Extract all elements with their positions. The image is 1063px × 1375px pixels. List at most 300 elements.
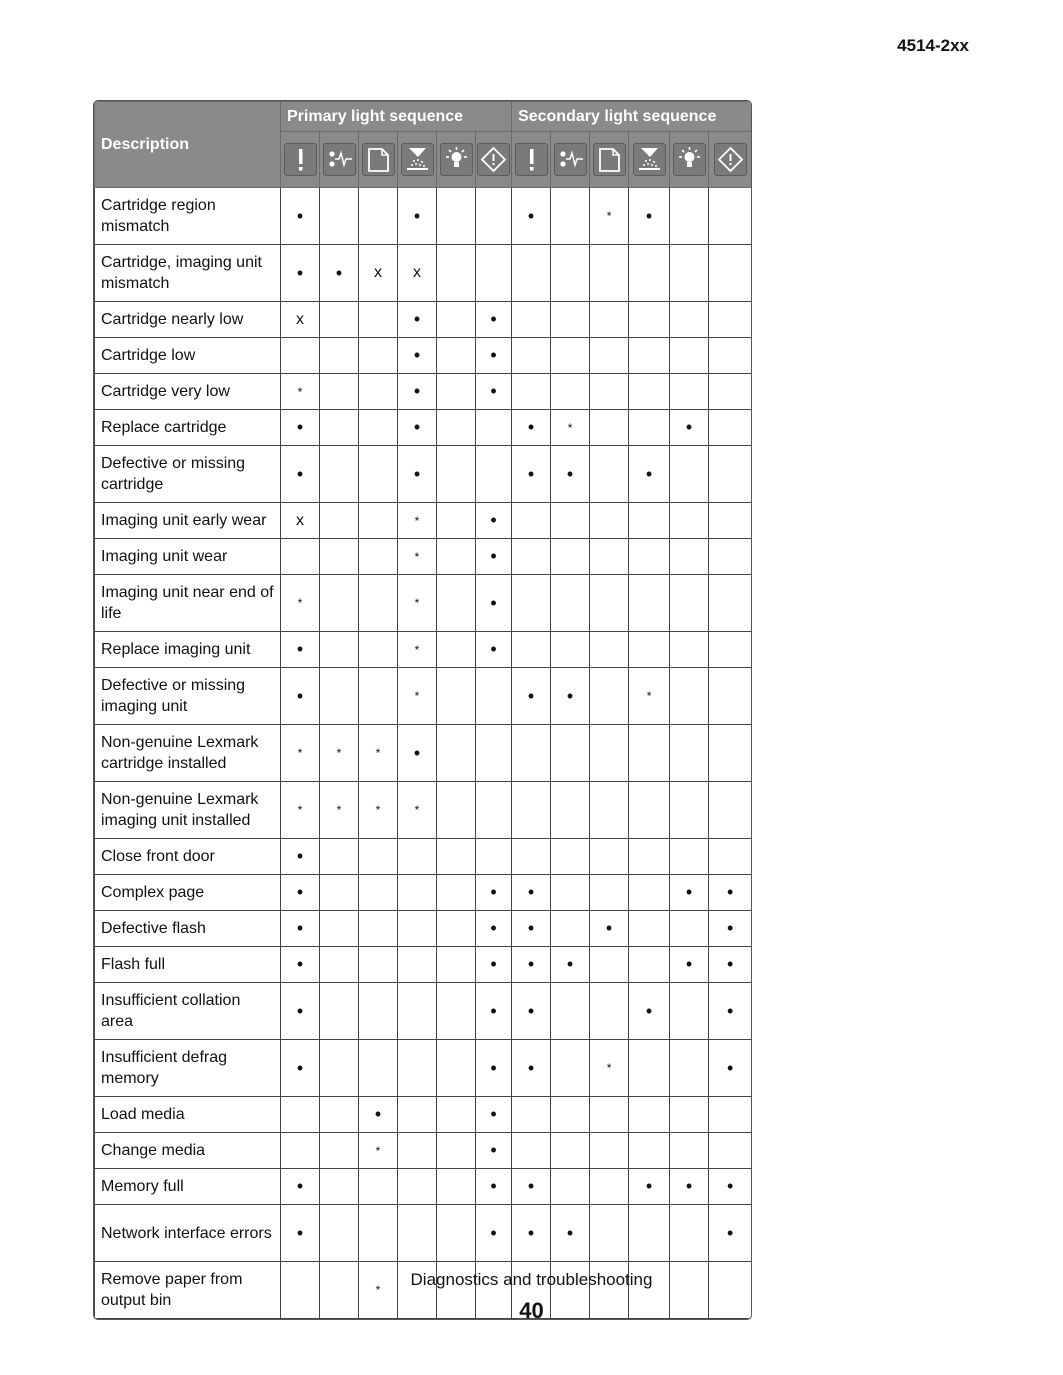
light-state-cell: * [359, 1133, 398, 1169]
light-state-cell [398, 1040, 437, 1097]
light-state-cell: • [476, 1097, 512, 1133]
light-state-cell [320, 1097, 359, 1133]
light-state-cell [437, 503, 476, 539]
light-state-cell: * [320, 725, 359, 782]
light-state-cell: • [512, 1040, 551, 1097]
light-state-cell: • [709, 875, 752, 911]
light-state-cell: • [476, 947, 512, 983]
light-state-cell [670, 1133, 709, 1169]
primary-ready-light-icon-header [437, 132, 476, 188]
paper-icon [593, 143, 626, 176]
light-state-cell [629, 875, 670, 911]
light-state-cell: • [359, 1097, 398, 1133]
light-state-cell: • [281, 410, 320, 446]
light-state-cell [670, 503, 709, 539]
light-state-cell [670, 539, 709, 575]
light-state-cell: • [281, 245, 320, 302]
light-state-cell: • [476, 1040, 512, 1097]
table-row [95, 668, 752, 725]
light-state-cell [670, 839, 709, 875]
light-state-cell: • [398, 338, 437, 374]
row-description: Cartridge, imaging unit mismatch [95, 245, 281, 302]
light-state-cell [437, 1097, 476, 1133]
row-description: Imaging unit near end of life [95, 575, 281, 632]
light-state-cell [512, 302, 551, 338]
light-state-cell: * [398, 782, 437, 839]
light-state-cell [359, 446, 398, 503]
light-state-cell [437, 245, 476, 302]
light-state-cell [590, 374, 629, 410]
light-state-cell [512, 632, 551, 668]
light-state-cell [437, 302, 476, 338]
light-state-cell [398, 1097, 437, 1133]
light-state-cell [281, 1097, 320, 1133]
light-state-cell [590, 875, 629, 911]
light-state-cell [359, 338, 398, 374]
light-state-cell [476, 668, 512, 725]
secondary-toner-icon-header [629, 132, 670, 188]
light-state-cell [590, 410, 629, 446]
light-state-cell: • [512, 1169, 551, 1205]
light-state-cell [709, 302, 752, 338]
light-state-cell [476, 245, 512, 302]
light-state-cell: * [359, 725, 398, 782]
light-state-cell [398, 983, 437, 1040]
light-state-cell [359, 911, 398, 947]
light-state-cell [320, 1205, 359, 1262]
light-state-cell [398, 947, 437, 983]
light-state-cell [437, 725, 476, 782]
light-state-cell [320, 374, 359, 410]
light-state-cell: * [281, 782, 320, 839]
table-row [95, 503, 752, 539]
light-state-cell: • [709, 1169, 752, 1205]
light-state-cell [629, 503, 670, 539]
row-description: Defective or missing imaging unit [95, 668, 281, 725]
light-state-cell [709, 338, 752, 374]
row-description: Load media [95, 1097, 281, 1133]
ready-light-icon [673, 143, 706, 176]
light-state-cell: • [709, 983, 752, 1040]
light-state-cell: * [629, 668, 670, 725]
table-row [95, 539, 752, 575]
light-state-cell: • [709, 947, 752, 983]
light-state-cell: • [629, 446, 670, 503]
light-state-cell [476, 410, 512, 446]
light-state-cell [629, 410, 670, 446]
light-state-cell [512, 782, 551, 839]
light-state-cell: • [670, 410, 709, 446]
light-state-cell [320, 503, 359, 539]
toner-icon [633, 143, 666, 176]
light-state-cell [551, 1040, 590, 1097]
light-state-cell [629, 575, 670, 632]
light-state-cell: • [512, 1205, 551, 1262]
light-state-cell [629, 725, 670, 782]
light-state-cell [629, 338, 670, 374]
row-description: Non-genuine Lexmark cartridge installed [95, 725, 281, 782]
light-state-cell: • [670, 1169, 709, 1205]
light-state-cell [512, 539, 551, 575]
primary-wave-icon-header [320, 132, 359, 188]
stop-icon [477, 143, 510, 176]
light-state-cell [512, 338, 551, 374]
light-state-cell [551, 875, 590, 911]
light-state-cell [398, 875, 437, 911]
light-state-cell [670, 338, 709, 374]
light-state-cell: • [281, 1169, 320, 1205]
light-state-cell [551, 503, 590, 539]
light-state-cell: • [590, 911, 629, 947]
description-header: Description [95, 102, 281, 188]
light-state-cell [512, 575, 551, 632]
light-state-cell [629, 839, 670, 875]
light-state-cell: • [512, 947, 551, 983]
row-description: Close front door [95, 839, 281, 875]
table-row [95, 245, 752, 302]
light-state-cell: * [398, 668, 437, 725]
light-state-cell [476, 725, 512, 782]
secondary-paper-icon-header [590, 132, 629, 188]
table-row [95, 782, 752, 839]
model-number: 4514-2xx [897, 36, 969, 55]
table-row [95, 725, 752, 782]
light-state-cell [320, 632, 359, 668]
light-state-cell [709, 410, 752, 446]
light-state-cell [709, 782, 752, 839]
light-state-cell: • [398, 188, 437, 245]
light-state-cell [437, 1133, 476, 1169]
light-state-cell: • [476, 575, 512, 632]
light-state-cell [590, 1133, 629, 1169]
light-state-cell: • [476, 983, 512, 1040]
light-state-cell [590, 983, 629, 1040]
light-state-cell: • [398, 374, 437, 410]
row-description: Flash full [95, 947, 281, 983]
light-state-cell [709, 575, 752, 632]
light-state-cell: • [281, 875, 320, 911]
light-sequence-table [94, 101, 752, 1319]
light-state-cell [320, 1133, 359, 1169]
light-state-cell [551, 839, 590, 875]
light-state-cell [590, 338, 629, 374]
table-row [95, 1097, 752, 1133]
light-state-cell [629, 1133, 670, 1169]
light-state-cell [551, 632, 590, 668]
light-state-cell [629, 911, 670, 947]
light-state-cell [320, 575, 359, 632]
secondary-stop-icon-header [709, 132, 752, 188]
primary-error-icon-header [281, 132, 320, 188]
light-state-cell [437, 539, 476, 575]
light-state-cell [359, 1169, 398, 1205]
light-state-cell [512, 245, 551, 302]
light-state-cell: • [281, 188, 320, 245]
light-state-cell [359, 302, 398, 338]
row-description: Defective flash [95, 911, 281, 947]
row-description: Cartridge very low [95, 374, 281, 410]
light-state-cell [551, 782, 590, 839]
light-state-cell: • [281, 1040, 320, 1097]
light-state-cell [437, 668, 476, 725]
secondary-ready-light-icon-header [670, 132, 709, 188]
light-state-cell [590, 575, 629, 632]
light-state-cell [437, 1169, 476, 1205]
light-state-cell [398, 839, 437, 875]
light-state-cell: * [590, 188, 629, 245]
light-state-cell [709, 725, 752, 782]
light-state-cell: • [476, 875, 512, 911]
primary-stop-icon-header [476, 132, 512, 188]
light-state-cell [437, 188, 476, 245]
light-state-cell [709, 539, 752, 575]
light-state-cell [437, 1040, 476, 1097]
light-state-cell [551, 245, 590, 302]
light-state-cell: • [670, 947, 709, 983]
light-state-cell [320, 410, 359, 446]
light-state-cell: x [281, 503, 320, 539]
light-state-cell [398, 1169, 437, 1205]
light-state-cell: • [281, 947, 320, 983]
row-description: Network interface errors [95, 1205, 281, 1262]
light-state-cell [590, 539, 629, 575]
light-state-cell [709, 245, 752, 302]
light-state-cell: * [320, 782, 359, 839]
secondary-sequence-header: Secondary light sequence [512, 102, 752, 132]
light-state-cell [551, 911, 590, 947]
light-state-cell [320, 668, 359, 725]
light-state-cell: • [398, 302, 437, 338]
light-state-cell [590, 245, 629, 302]
light-state-cell [590, 1205, 629, 1262]
row-description: Replace imaging unit [95, 632, 281, 668]
table-row [95, 374, 752, 410]
light-state-cell: • [398, 725, 437, 782]
light-state-cell [670, 446, 709, 503]
light-state-cell: • [476, 302, 512, 338]
table-body [95, 188, 752, 1319]
light-state-cell [590, 632, 629, 668]
light-state-cell [629, 539, 670, 575]
light-state-cell [551, 1169, 590, 1205]
light-state-cell: • [512, 983, 551, 1040]
light-state-cell: * [551, 410, 590, 446]
light-state-cell [437, 875, 476, 911]
light-state-cell [320, 539, 359, 575]
light-state-cell [476, 188, 512, 245]
light-state-cell: • [281, 839, 320, 875]
light-state-cell: x [281, 302, 320, 338]
light-state-cell [437, 575, 476, 632]
light-state-cell [590, 947, 629, 983]
light-state-cell [359, 539, 398, 575]
light-state-cell [670, 725, 709, 782]
light-state-cell [551, 1133, 590, 1169]
light-state-cell [512, 839, 551, 875]
table-row [95, 1040, 752, 1097]
light-state-cell: • [281, 1205, 320, 1262]
light-state-cell [320, 839, 359, 875]
light-state-cell: • [551, 668, 590, 725]
light-state-cell [320, 947, 359, 983]
ready-light-icon [440, 143, 473, 176]
light-sequence-table-container [93, 100, 752, 1320]
light-state-cell: • [476, 374, 512, 410]
light-state-cell [398, 1133, 437, 1169]
row-description: Cartridge low [95, 338, 281, 374]
light-state-cell: * [359, 782, 398, 839]
light-state-cell: • [512, 875, 551, 911]
light-state-cell [359, 875, 398, 911]
light-state-cell [320, 188, 359, 245]
table-row [95, 983, 752, 1040]
light-state-cell [551, 725, 590, 782]
primary-toner-icon-header [398, 132, 437, 188]
light-state-cell [670, 1040, 709, 1097]
paper-icon [362, 143, 395, 176]
light-state-cell [551, 575, 590, 632]
row-description: Imaging unit early wear [95, 503, 281, 539]
light-state-cell [437, 947, 476, 983]
light-state-cell: • [512, 911, 551, 947]
light-state-cell [709, 632, 752, 668]
light-state-cell [590, 782, 629, 839]
light-state-cell: * [398, 539, 437, 575]
light-state-cell [629, 947, 670, 983]
light-state-cell [629, 632, 670, 668]
table-row [95, 410, 752, 446]
light-state-cell [359, 668, 398, 725]
table-row [95, 632, 752, 668]
light-state-cell [670, 374, 709, 410]
light-state-cell [629, 782, 670, 839]
light-state-cell [281, 539, 320, 575]
light-state-cell [629, 245, 670, 302]
error-icon [284, 143, 317, 176]
row-description: Cartridge nearly low [95, 302, 281, 338]
light-state-cell: • [709, 1205, 752, 1262]
light-state-cell [590, 503, 629, 539]
light-state-cell [320, 338, 359, 374]
table-row [95, 911, 752, 947]
light-state-cell [670, 983, 709, 1040]
light-state-cell [709, 374, 752, 410]
light-state-cell [359, 632, 398, 668]
light-state-cell: • [281, 983, 320, 1040]
light-state-cell [551, 302, 590, 338]
section-footer: Diagnostics and troubleshooting [410, 1270, 653, 1289]
row-description: Cartridge region mismatch [95, 188, 281, 245]
page-number: 40 [519, 1298, 544, 1323]
light-state-cell: • [512, 446, 551, 503]
row-description: Memory full [95, 1169, 281, 1205]
light-state-cell [437, 446, 476, 503]
light-state-cell: • [476, 1133, 512, 1169]
row-description: Remove paper from output bin [95, 1262, 281, 1319]
light-state-cell: x [359, 245, 398, 302]
light-state-cell [512, 374, 551, 410]
light-state-cell: • [629, 983, 670, 1040]
light-state-cell [590, 668, 629, 725]
wave-icon [554, 143, 587, 176]
light-state-cell [709, 1097, 752, 1133]
light-state-cell [670, 188, 709, 245]
light-state-cell [551, 1097, 590, 1133]
light-state-cell [629, 1097, 670, 1133]
light-state-cell [437, 338, 476, 374]
row-description: Defective or missing cartridge [95, 446, 281, 503]
light-state-cell [320, 446, 359, 503]
light-state-cell [281, 338, 320, 374]
light-state-cell [551, 539, 590, 575]
light-state-cell: • [512, 188, 551, 245]
row-description: Non-genuine Lexmark imaging unit installed [95, 782, 281, 839]
light-state-cell: • [551, 1205, 590, 1262]
light-state-cell [551, 188, 590, 245]
light-state-cell: • [476, 503, 512, 539]
light-state-cell: * [398, 632, 437, 668]
light-state-cell [670, 668, 709, 725]
row-description: Complex page [95, 875, 281, 911]
light-state-cell [320, 875, 359, 911]
light-state-cell: • [476, 1205, 512, 1262]
light-state-cell [670, 245, 709, 302]
light-state-cell: • [281, 911, 320, 947]
table-row [95, 338, 752, 374]
light-state-cell [476, 446, 512, 503]
light-state-cell [590, 1169, 629, 1205]
light-state-cell: * [398, 503, 437, 539]
light-state-cell [551, 374, 590, 410]
error-icon [515, 143, 548, 176]
light-state-cell [590, 302, 629, 338]
light-state-cell [709, 1133, 752, 1169]
light-state-cell: • [709, 911, 752, 947]
table-row [95, 1205, 752, 1262]
light-state-cell [359, 983, 398, 1040]
primary-paper-icon-header [359, 132, 398, 188]
light-state-cell: • [476, 539, 512, 575]
light-state-cell [359, 947, 398, 983]
light-state-cell: • [551, 446, 590, 503]
light-state-cell: • [512, 668, 551, 725]
light-state-cell [551, 338, 590, 374]
light-state-cell [437, 911, 476, 947]
light-state-cell [629, 1205, 670, 1262]
light-state-cell: • [629, 188, 670, 245]
light-state-cell [359, 839, 398, 875]
light-state-cell [359, 374, 398, 410]
light-state-cell: • [629, 1169, 670, 1205]
light-state-cell: • [281, 446, 320, 503]
light-state-cell [359, 1205, 398, 1262]
light-state-cell: * [281, 374, 320, 410]
light-state-cell: • [512, 410, 551, 446]
light-state-cell [670, 911, 709, 947]
light-state-cell [512, 725, 551, 782]
light-state-cell: • [281, 668, 320, 725]
light-state-cell [437, 983, 476, 1040]
row-description: Insufficient collation area [95, 983, 281, 1040]
light-state-cell: • [476, 911, 512, 947]
light-state-cell [670, 575, 709, 632]
row-description: Insufficient defrag memory [95, 1040, 281, 1097]
light-state-cell [437, 632, 476, 668]
light-state-cell [670, 1205, 709, 1262]
light-state-cell [512, 1133, 551, 1169]
row-description: Imaging unit wear [95, 539, 281, 575]
light-state-cell [437, 839, 476, 875]
